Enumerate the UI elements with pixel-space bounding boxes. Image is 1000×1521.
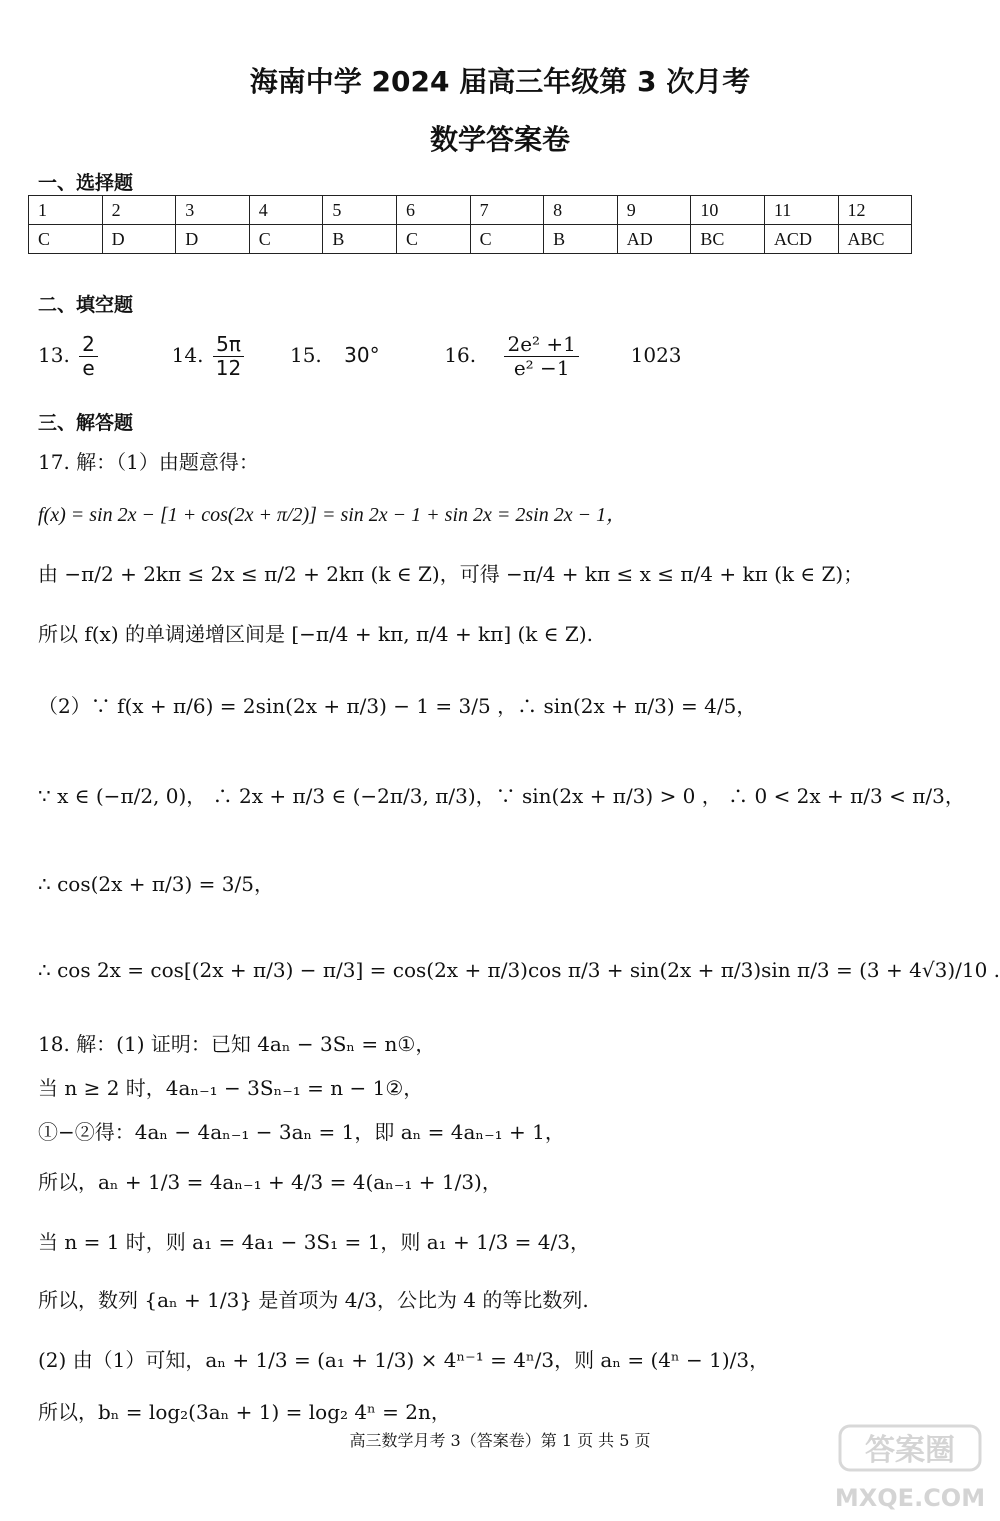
choice-number-cell: 12 (838, 196, 912, 225)
q14-denominator: 12 (215, 356, 242, 380)
choice-answer-cell: D (102, 225, 176, 254)
choice-answer-cell: C (29, 225, 103, 254)
q17-line-2: 由 −π/2 + 2kπ ≤ 2x ≤ π/2 + 2kπ (k ∈ Z)，可得 −π/4 + kπ ≤ x ≤ π/4 + kπ (k ∈ Z)； (38, 562, 864, 586)
choice-number-cell: 5 (323, 196, 397, 225)
q14-numerator: 5π (213, 333, 244, 357)
choice-answer-cell: B (323, 225, 397, 254)
watermark-bottom-text: MXQE.COM (834, 1484, 986, 1512)
q18-line-4: 所以，aₙ + 1/3 = 4aₙ₋₁ + 4/3 = 4(aₙ₋₁ + 1/3)， (38, 1170, 502, 1194)
q13-label: 13. (38, 343, 70, 367)
q18-line-5: 当 n = 1 时，则 a₁ = 4a₁ − 3S₁ = 1，则 a₁ + 1/3 = 4/3， (38, 1230, 590, 1254)
choice-number-row (29, 196, 912, 225)
page-title: 海南中学 2024 届高三年级第 3 次月考 (249, 65, 751, 98)
q16-label: 16. (444, 343, 477, 367)
choice-number-cell: 1 (29, 196, 103, 225)
choice-number-cell: 7 (470, 196, 544, 225)
q15-label: 15. (289, 343, 322, 367)
q18-line-3: ①−②得：4aₙ − 4aₙ₋₁ − 3aₙ = 1，即 aₙ = 4aₙ₋₁ + 1， (38, 1120, 565, 1144)
choice-answer-cell: C (249, 225, 323, 254)
q13-numerator: 2 (79, 333, 98, 357)
q18-line-2: 当 n ≥ 2 时，4aₙ₋₁ − 3Sₙ₋₁ = n − 1②， (38, 1076, 424, 1100)
q14-label: 14. (171, 343, 204, 367)
q17-line-7: ∴ cos 2x = cos[(2x + π/3) − π/3] = cos(2x + π/3)cos π/3 + sin(2x + π/3)sin π/3 = (3 + 4√3)/10 . (38, 958, 1000, 982)
choice-number-cell: 6 (396, 196, 470, 225)
q16-answer-2: 1023 (630, 343, 682, 367)
watermark-top-text: 答案圈 (865, 1433, 955, 1468)
choice-answer-cell: C (470, 225, 544, 254)
page-subtitle: 数学答案卷 (429, 123, 570, 156)
q18-line-7: (2) 由（1）可知，aₙ + 1/3 = (a₁ + 1/3) × 4ⁿ⁻¹ = 4ⁿ/3，则 aₙ = (4ⁿ − 1)/3， (38, 1348, 770, 1372)
fill-answers (38, 333, 682, 380)
q17-line-6: ∴ cos(2x + π/3) = 3/5， (38, 872, 274, 896)
watermark-graphic (800, 1420, 990, 1516)
q13-answer (79, 333, 98, 380)
q17-line-3: 所以 f(x) 的单调递增区间是 [−π/4 + kπ, π/4 + kπ] (k ∈ Z). (38, 622, 593, 646)
q17-intro: 17. 解：（1）由题意得： (38, 450, 259, 474)
choice-number-cell: 8 (544, 196, 618, 225)
q16-denominator: e² −1 (513, 356, 570, 380)
q16-answer-1 (504, 333, 578, 380)
q13-denominator: e (82, 356, 95, 380)
choice-answer-cell: BC (691, 225, 765, 254)
choice-answer-cell: D (176, 225, 250, 254)
choice-number-cell: 2 (102, 196, 176, 225)
q18-line-6: 所以，数列 {aₙ + 1/3} 是首项为 4/3，公比为 4 的等比数列. (38, 1288, 589, 1312)
section-fill-heading: 二、填空题 (38, 294, 134, 316)
q15-answer: 30° (344, 343, 380, 367)
q16-numerator: 2e² +1 (504, 333, 578, 357)
choice-answer-table (28, 195, 912, 254)
q14-answer (213, 333, 244, 380)
q17-line-4: （2）∵ f(x + π/6) = 2sin(2x + π/3) − 1 = 3/5 ，∴ sin(2x + π/3) = 4/5， (38, 694, 757, 718)
choice-number-cell: 4 (249, 196, 323, 225)
section-solve-heading: 三、解答题 (38, 412, 134, 434)
choice-number-cell: 11 (764, 196, 838, 225)
page-footer: 高三数学月考 3（答案卷）第 1 页 共 5 页 (349, 1431, 651, 1450)
choice-answer-cell: ABC (838, 225, 912, 254)
choice-answer-cell: AD (617, 225, 691, 254)
watermark-logo (800, 1420, 990, 1516)
section-choice-heading: 一、选择题 (38, 172, 134, 194)
choice-answer-row (29, 225, 912, 254)
choice-answer-cell: C (396, 225, 470, 254)
choice-number-cell: 3 (176, 196, 250, 225)
choice-answer-cell: B (544, 225, 618, 254)
choice-number-cell: 9 (617, 196, 691, 225)
choice-number-cell: 10 (691, 196, 765, 225)
q17-line-1: f(x) = sin 2x − [1 + cos(2x + π/2)] = sin 2x − 1 + sin 2x = 2sin 2x − 1， (38, 504, 627, 526)
choice-answer-cell: ACD (764, 225, 838, 254)
q18-line-1: 18. 解：(1) 证明：已知 4aₙ − 3Sₙ = n①， (38, 1032, 436, 1056)
q18-line-8: 所以，bₙ = log₂(3aₙ + 1) = log₂ 4ⁿ = 2n， (38, 1400, 451, 1424)
q17-line-5: ∵ x ∈ (−π/2, 0)， ∴ 2x + π/3 ∈ (−2π/3, π/3)，∵ sin(2x + π/3) > 0 ， ∴ 0 < 2x + π/3 < π/3， (38, 784, 965, 808)
